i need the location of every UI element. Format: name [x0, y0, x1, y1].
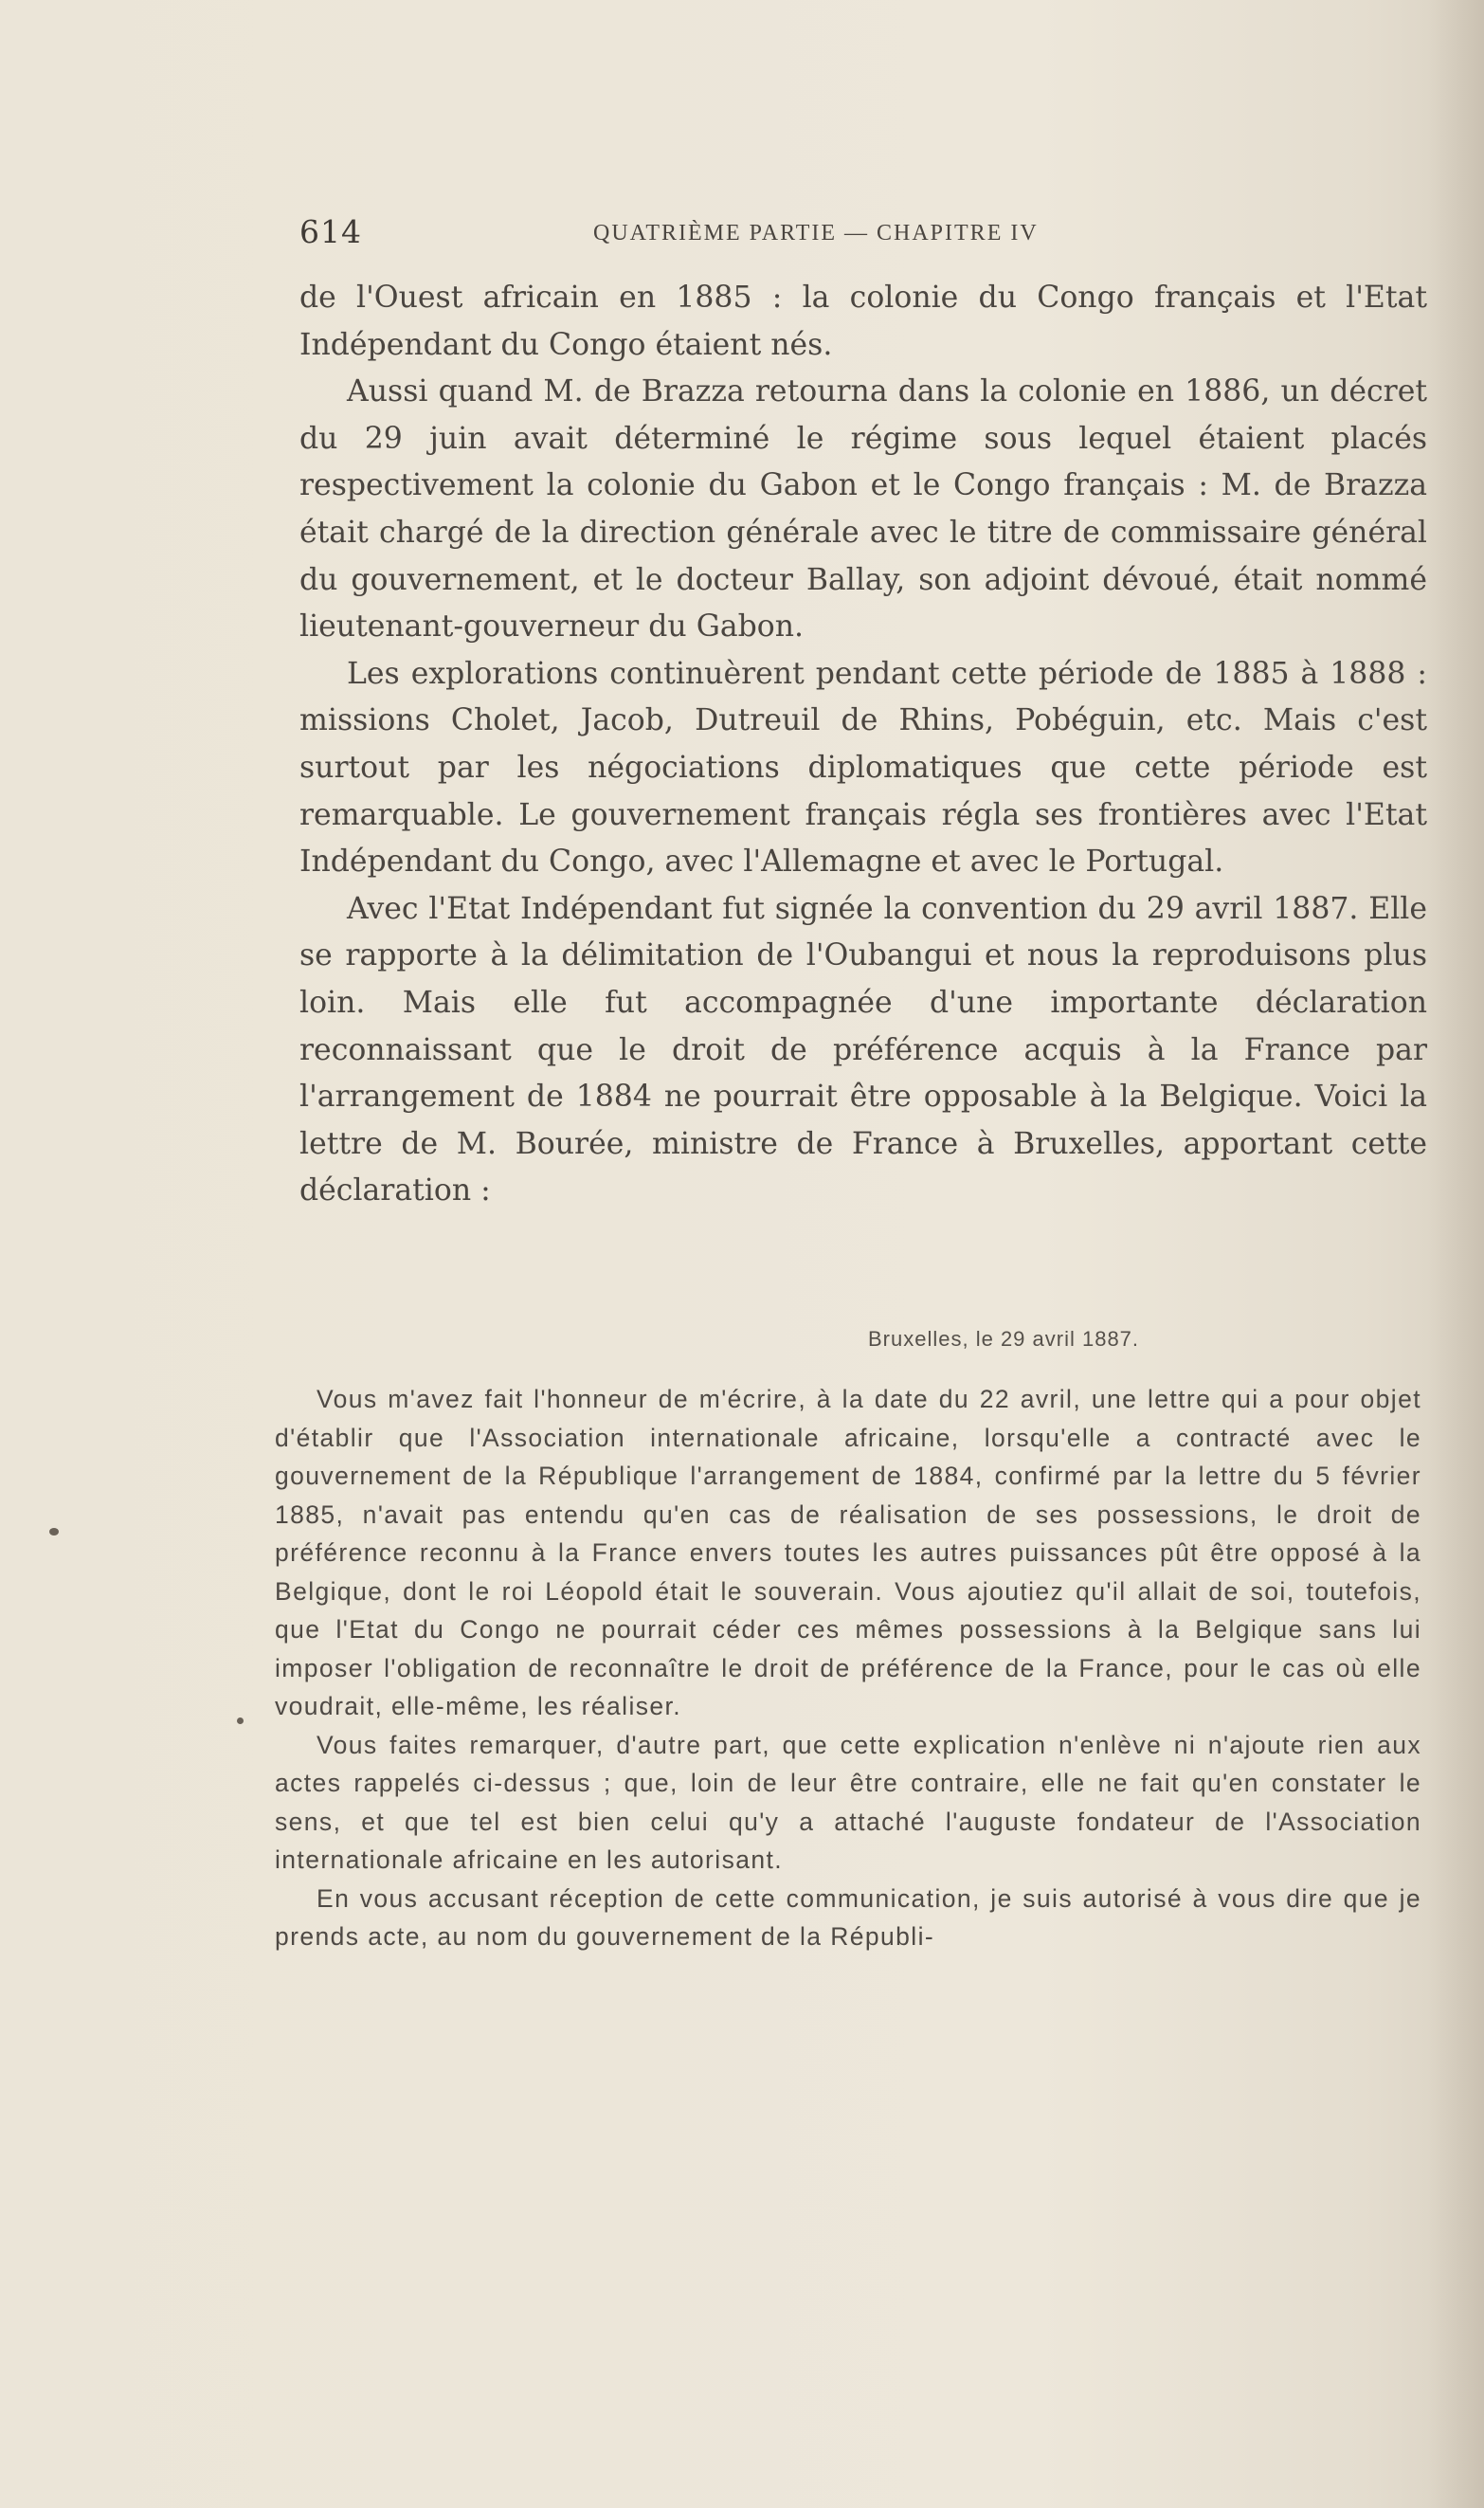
letter-paragraph: Vous m'avez fait l'honneur de m'écrire, à la date du 22 avril, une lettre qui a pour objet d'établir que l'Association internationale africaine, lorsqu'elle a contracté avec le gouvernement de la République l'arrangement de 1884, confirmé par la lettre du 5 février 1885, n'avait pas entendu qu'en cas de réalisation de ses possessions, le droit de préférence reconnu à la France envers toutes les autres puissances pût être opposé à la Belgique, dont le roi Léopold était le souverain. Vous ajoutiez qu'il allait de soi, toutefois, que l'Etat du Congo ne pourrait céder ces mêmes possessions à la Belgique sans lui imposer l'obligation de reconnaître le droit de préférence de la France, pour le cas où elle voudrait, elle-même, les réaliser.: [275, 1385, 1421, 1720]
body-text: [299, 275, 1427, 1215]
letter-dateline: Bruxelles, le 29 avril 1887.: [868, 1327, 1140, 1351]
page-edge-shadow: [1427, 0, 1484, 2508]
letter-paragraph: En vous accusant réception de cette communication, je suis autorisé à vous dire que je prends acte, au nom du gouvernement de la Républi-: [275, 1883, 1421, 1951]
paragraph: Aussi quand M. de Brazza retourna dans la colonie en 1886, un décret du 29 juin avait déterminé le régime sous lequel étaient placés respectivement la colonie du Gabon et le Congo français : M. de Brazza était chargé de la direction générale avec le titre de commissaire général du gouvernement, et le docteur Ballay, son adjoint dévoué, était nommé lieutenant-gouverneur du Gabon.: [299, 374, 1427, 645]
letter-paragraph: Vous faites remarquer, d'autre part, que cette explication n'enlève ni n'ajoute rien aux actes rappelés ci-dessus ; que, loin de leur être contraire, elle ne fait qu'en constater le sens, et que tel est bien celui qu'y a attaché l'auguste fondateur de l'Association internationale africaine en les autorisant.: [275, 1730, 1421, 1874]
ink-speck: [237, 1717, 244, 1724]
running-title: QUATRIÈME PARTIE — CHAPITRE IV: [593, 221, 1039, 245]
quoted-letter: [275, 1380, 1421, 1956]
ink-speck: [49, 1528, 59, 1536]
running-head: [299, 213, 1427, 255]
page-number: 614: [299, 213, 362, 250]
paragraph: de l'Ouest africain en 1885 : la colonie du Congo français et l'Etat Indépendant du Congo étaient nés.: [299, 281, 1427, 362]
paragraph: Les explorations continuèrent pendant cette période de 1885 à 1888 : missions Cholet, Jacob, Dutreuil de Rhins, Pobéguin, etc. Mais c'est surtout par les négociations diplomatiques que cette période est remarquable. Le gouvernement français régla ses frontières avec l'Etat Indépendant du Congo, avec l'Allemagne et avec le Portugal.: [299, 656, 1427, 880]
paragraph: Avec l'Etat Indépendant fut signée la convention du 29 avril 1887. Elle se rapporte à la délimitation de l'Oubangui et nous la reproduisons plus loin. Mais elle fut accompagnée d'une importante déclaration reconnaissant que le droit de préférence acquis à la France par l'arrangement de 1884 ne pourrait être opposable à la Belgique. Voici la lettre de M. Bourée, ministre de France à Bruxelles, apportant cette déclaration :: [299, 891, 1427, 1209]
